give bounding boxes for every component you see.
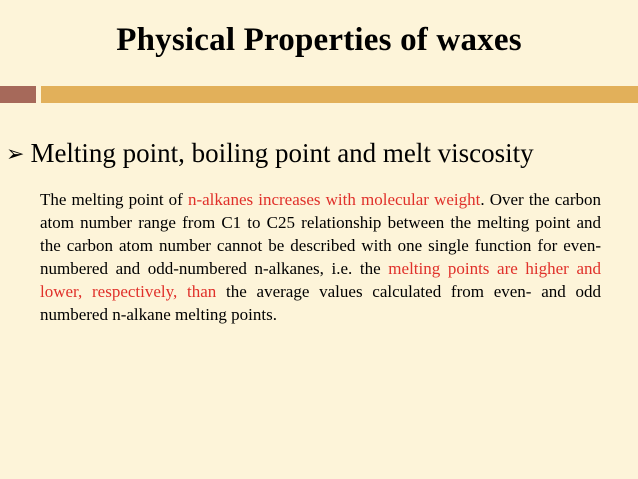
title-divider <box>0 86 638 103</box>
body-text-1: The melting point of <box>40 190 188 209</box>
divider-accent-left <box>0 86 36 103</box>
bullet-heading <box>6 138 636 169</box>
slide-title: Physical Properties of waxes <box>116 22 522 58</box>
body-highlight-1: n-alkanes increases with molecular weight <box>187 190 481 209</box>
body-text-3: the average values calculated from even- and odd numbered n-alkane melting points. <box>40 282 601 324</box>
body-text-2: . Over the carbon atom number range from C1 to C25 relationship between the melting point and the carbon atom number cannot be described with one single function for even-numbered and odd-numbered n-alkanes, i.e. the <box>40 190 601 278</box>
body-paragraph <box>40 188 601 326</box>
bullet-heading-text: Melting point, boiling point and melt viscosity <box>30 138 534 168</box>
divider-accent-right <box>41 86 638 103</box>
arrow-bullet-icon: ➢ <box>6 142 25 167</box>
body-highlight-2: melting points are higher and lower, respectively, than <box>40 259 601 301</box>
